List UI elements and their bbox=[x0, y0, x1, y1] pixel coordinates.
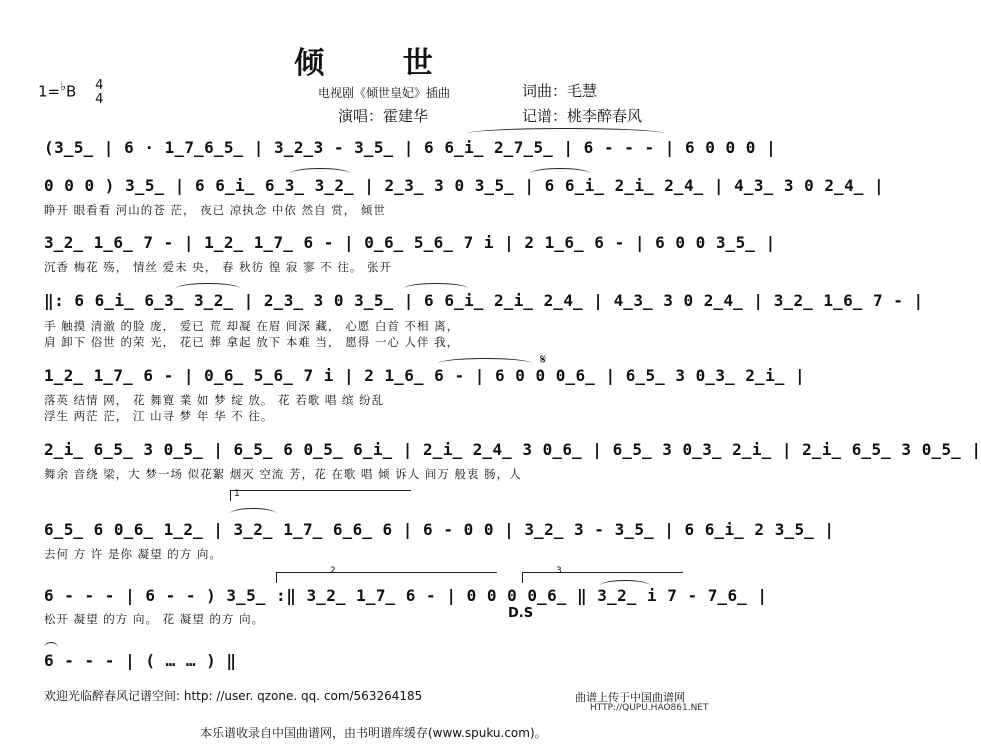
footer-text: 欢迎光临醉春风记谱空间: http: //user. qzone. qq. com/563264185 bbox=[44, 689, 423, 703]
lyric-line-6: 浮生 两茫 茫， 江 山寻 梦 年 华 不 往。 bbox=[44, 409, 274, 423]
volta-label-2: 2 bbox=[330, 566, 336, 576]
ds-sign: D.S bbox=[508, 606, 534, 621]
transcriber: 记谱：桃李醉春风 bbox=[522, 107, 643, 125]
volta-bracket-2 bbox=[276, 572, 497, 583]
notation-line-2: 0 0 0 ) 3̲5̲ | 6 6̲i̲ 6̲3̲ 3̲2̲ | 2̲3̲ 3 0 3̲5̲ | 6 6̲i̲ 2̲i̲ 2̲4̲ | 4̲3̲ 3 0 2̲4̲ | bbox=[44, 176, 885, 195]
key-signature bbox=[38, 78, 103, 106]
bottom-note: 本乐谱收录自中国曲谱网，由书明谱库缓存(www.spuku.com)。 bbox=[200, 724, 720, 744]
notation-line-9: 6 - - - | ( … … ) ‖ bbox=[44, 651, 237, 670]
lyric-line-1: 睁开 眼看看 河山的苍 茫， 夜已 凉执念 中依 然自 赏， 倾世 bbox=[44, 203, 386, 217]
key-prefix: 1= bbox=[38, 82, 61, 101]
notation-line-4: ‖: 6 6̲i̲ 6̲3̲ 3̲2̲ | 2̲3̲ 3 0 3̲5̲ | 6 6̲i̲ 2̲i̲ 2̲4̲ | 4̲3̲ 3 0 2̲4̲ | 3̲2̲ 1̲6̲ 7 - | bbox=[44, 291, 924, 310]
notation-line-6: 2̲i̲ 6̲5̲ 3 0̲5̲ | 6̲5̲ 6 0̲5̲ 6̲i̲ | 2̲i̲ 2̲4̲ 3 0̲6̲ | 6̲5̲ 3 0̲3̲ 2̲i̲ | 2̲i̲ 6̲5̲ 3 0̲5̲ | bbox=[44, 440, 981, 459]
key-note: B bbox=[66, 82, 77, 101]
lyric-line-9: 松开 凝望 的方 向。 花 凝望 的方 向。 bbox=[44, 612, 265, 626]
notation-line-8: 6 - - - | 6 - - ) 3̲5̲ :‖ 3̲2̲ 1̲7̲ 6 - | 0 0 0 0̲6̲ ‖ 3̲2̲ i 7 - 7̲6̲ | bbox=[44, 586, 768, 605]
lyric-line-7: 舞余 音绕 梁，大 梦一场 似花絮 烟灭 空流 芳，花 在歌 唱 倾 诉人 间万 般衷 肠，人 bbox=[44, 467, 522, 481]
time-beats: 4 bbox=[95, 78, 104, 93]
segno-sign: 𝄋 bbox=[540, 352, 547, 368]
uploader-text: 曲谱上传于中国曲谱网 bbox=[575, 691, 685, 704]
volta-label-3: 3 bbox=[556, 566, 562, 576]
time-unit: 4 bbox=[95, 92, 104, 107]
lyric-line-4: 肩 卸下 俗世 的荣 光， 花已 葬 拿起 放下 本难 当， 愿得 一心 人伴 我， bbox=[44, 335, 460, 349]
lyricist: 词曲：毛慧 bbox=[522, 82, 598, 100]
notation-line-5: 1̲2̲ 1̲7̲ 6 - | 0̲6̲ 5̲6̲ 7 i | 2 1̲6̲ 6 - | 6 0 0 0̲6̲ | 6̲5̲ 3 0̲3̲ 2̲i̲ | bbox=[44, 366, 806, 385]
volta-label-1: 1 bbox=[234, 489, 240, 499]
notation-line-7: 6̲5̲ 6 0̲6̲ 1̲2̲ | 3̲2̲ 1̲7̲ 6̲6̲ 6 | 6 - 0 0 | 3̲2̲ 3 - 3̲5̲ | 6 6̲i̲ 2 3̲5̲ | bbox=[44, 520, 835, 539]
lyric-line-8: 去何 方 许 是你 凝望 的方 向。 bbox=[44, 547, 222, 561]
notation-line-1: (3̲5̲ | 6 · 1̲7̲6̲5̲ | 3̲2̲3 - 3̲5̲ | 6 6̲i̲ 2̲7̲5̲ | 6 - - - | 6 0 0 0 | bbox=[44, 138, 777, 157]
song-title: 倾 世 bbox=[294, 46, 467, 81]
notation-line-3: 3̲2̲ 1̲6̲ 7 - | 1̲2̲ 1̲7̲ 6 - | 0̲6̲ 5̲6̲ 7 i | 2 1̲6̲ 6 - | 6 0 0 3̲5̲ | bbox=[44, 233, 776, 252]
subtitle: 电视剧《倾世皇妃》插曲 bbox=[318, 86, 451, 100]
flat-sign: ♭ bbox=[60, 78, 67, 94]
lyric-line-5: 落英 结情 网， 花 舞寛 業 如 梦 绽 放。 花 若歌 唱 缤 纷乱 bbox=[44, 393, 385, 407]
lyric-line-2: 沉香 梅花 殇， 情丝 爱未 央， 春 秋彷 徨 寂 寥 不 往。 张开 bbox=[44, 260, 393, 274]
uploader-url: HTTP://QUPU.HAO861.NET bbox=[590, 703, 709, 713]
slur bbox=[230, 508, 276, 519]
volta-bracket-1 bbox=[230, 490, 411, 501]
singer: 演唱：霍建华 bbox=[338, 107, 429, 125]
lyric-line-3: 手 触摸 清澈 的脸 庞， 爱已 荒 却凝 在眉 间深 藏， 心愿 白首 不相 离， bbox=[44, 319, 460, 333]
volta-bracket-3 bbox=[522, 572, 683, 583]
